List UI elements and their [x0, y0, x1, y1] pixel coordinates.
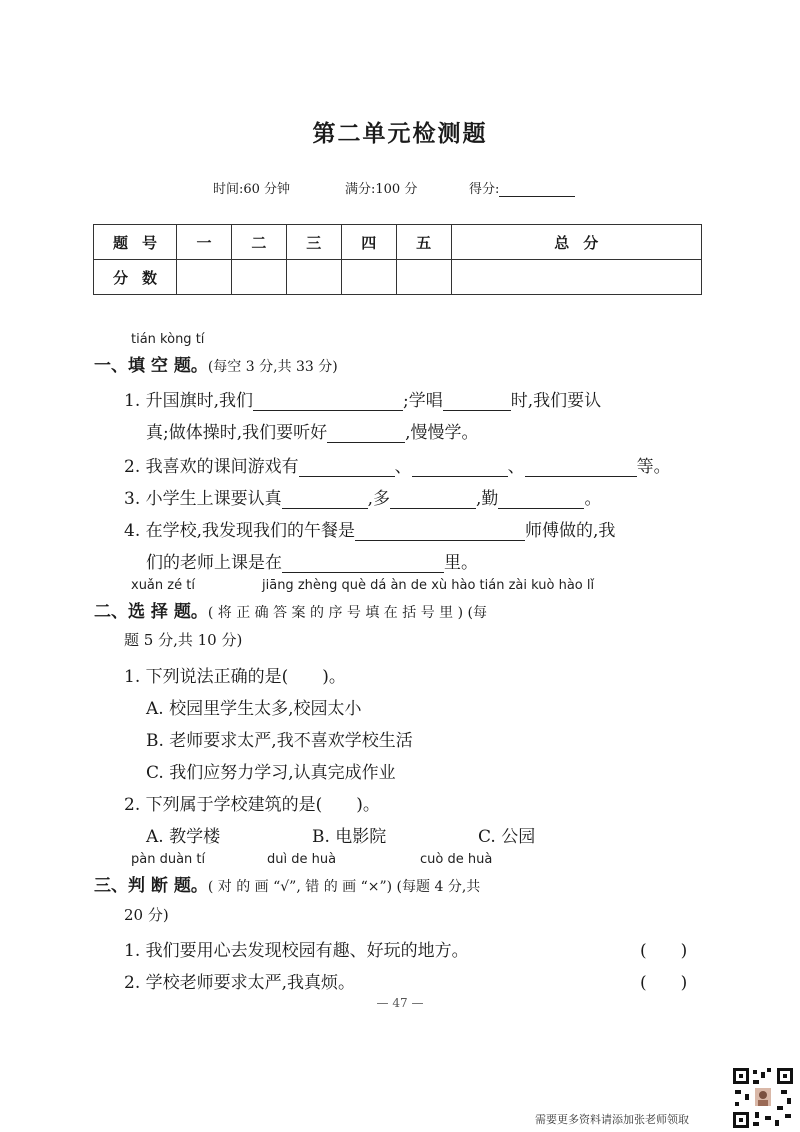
text: 2. 我喜欢的课间游戏有 — [124, 457, 299, 477]
page-number: — 47 — — [376, 996, 424, 1010]
answer-paren: ( ) — [640, 973, 688, 993]
score-field — [469, 178, 575, 197]
table-cell: 五 — [396, 225, 451, 260]
table-cell: 二 — [231, 225, 286, 260]
q2 — [124, 452, 671, 477]
sec3-heading — [94, 871, 480, 896]
text: 等。 — [636, 457, 671, 477]
text: 3. 小学生上课要认真 — [124, 489, 282, 509]
sec2-q1: 1. 下列说法正确的是( )。 — [124, 667, 346, 687]
sec3-q1: 1. 我们要用心去发现校园有趣、好玩的地方。 — [124, 941, 469, 961]
text: ,勤 — [476, 489, 499, 509]
text: 真;做体操时,我们要听好 — [146, 423, 328, 443]
table-cell — [396, 260, 451, 295]
table-cell — [286, 260, 341, 295]
sec3-pinyin-3: cuò de huà — [420, 852, 493, 867]
sec2-q2: 2. 下列属于学校建筑的是( )。 — [124, 795, 380, 815]
sec2-pinyin: xuǎn zé tí — [131, 578, 195, 593]
q1-line2 — [146, 418, 479, 443]
text: ,慢慢学。 — [405, 423, 479, 443]
text: 、 — [394, 457, 412, 477]
promo-text: 需要更多资料请添加张老师领取 — [535, 1113, 689, 1126]
text: 里。 — [444, 553, 478, 573]
full-score-label: 满分:100 分 — [345, 182, 418, 197]
text: 们的老师上课是在 — [146, 553, 282, 573]
table-cell: 总分 — [451, 225, 701, 260]
answer-blank — [525, 458, 637, 477]
time-label: 时间:60 分钟 — [213, 182, 291, 197]
table-row — [94, 260, 702, 295]
text: 1. 升国旗时,我们 — [124, 391, 254, 411]
sec3-note: ( 对 的 画 “√”, 错 的 画 “×”) (每题 4 分,共 — [207, 879, 481, 895]
text: 师傅做的,我 — [525, 521, 616, 541]
sec1-note: (每空 3 分,共 33 分) — [207, 359, 338, 375]
q4-line1 — [124, 516, 615, 541]
answer-blank — [253, 392, 403, 411]
text: ,多 — [367, 489, 391, 509]
text: 。 — [584, 489, 602, 509]
q1-line1 — [124, 386, 601, 411]
table-cell — [451, 260, 701, 295]
sec2-title: 二、选 择 题。 — [94, 602, 208, 622]
table-cell: 四 — [341, 225, 396, 260]
qr-code-icon — [731, 1066, 795, 1130]
answer-blank — [390, 490, 476, 509]
answer-paren: ( ) — [640, 941, 688, 961]
q3 — [124, 484, 601, 509]
sec2-note: ( 将 正 确 答 案 的 序 号 填 在 括 号 里 ) (每 — [207, 605, 487, 621]
text: 4. 在学校,我发现我们的午餐是 — [124, 521, 356, 541]
table-cell — [341, 260, 396, 295]
sec3-note2: 20 分) — [124, 906, 169, 924]
option-b: B. 老师要求太严,我不喜欢学校生活 — [146, 731, 413, 751]
table-cell: 一 — [177, 225, 232, 260]
sec3-pinyin: pàn duàn tí — [131, 852, 206, 867]
table-cell: 分数 — [94, 260, 177, 295]
option-a: A. 校园里学生太多,校园太小 — [146, 699, 362, 719]
answer-blank — [327, 424, 405, 443]
answer-blank — [282, 554, 444, 573]
answer-blank — [299, 458, 395, 477]
sec1-title: 一、填 空 题。 — [94, 356, 208, 376]
sec3-title: 三、判 断 题。 — [94, 876, 208, 896]
answer-blank — [412, 458, 508, 477]
score-table — [93, 224, 702, 295]
table-cell: 题号 — [94, 225, 177, 260]
option-c: C. 公园 — [478, 827, 536, 847]
option-b: B. 电影院 — [312, 827, 387, 847]
answer-blank — [355, 522, 525, 541]
page-title: 第二单元检测题 — [312, 121, 488, 147]
sec1-pinyin: tián kòng tí — [131, 332, 205, 347]
table-row — [94, 225, 702, 260]
table-cell — [177, 260, 232, 295]
text: 、 — [507, 457, 525, 477]
score-label: 得分: — [469, 182, 500, 197]
sec3-q2: 2. 学校老师要求太严,我真烦。 — [124, 973, 356, 993]
text: 时,我们要认 — [510, 391, 602, 411]
answer-blank — [443, 392, 511, 411]
table-cell — [231, 260, 286, 295]
sec2-heading — [94, 597, 487, 622]
table-cell: 三 — [286, 225, 341, 260]
answer-blank — [282, 490, 368, 509]
sec2-note2: 题 5 分,共 10 分) — [124, 631, 243, 649]
text: ;学唱 — [403, 391, 443, 411]
q4-line2 — [146, 548, 478, 573]
sec3-pinyin-2: duì de huà — [267, 852, 337, 867]
option-a: A. 教学楼 — [146, 827, 221, 847]
sec2-pinyin-note: jiāng zhèng què dá àn de xù hào tián zài kuò hào lǐ — [262, 578, 595, 593]
score-blank — [499, 182, 575, 197]
answer-blank — [498, 490, 584, 509]
option-c: C. 我们应努力学习,认真完成作业 — [146, 763, 396, 783]
sec1-heading — [94, 351, 338, 376]
